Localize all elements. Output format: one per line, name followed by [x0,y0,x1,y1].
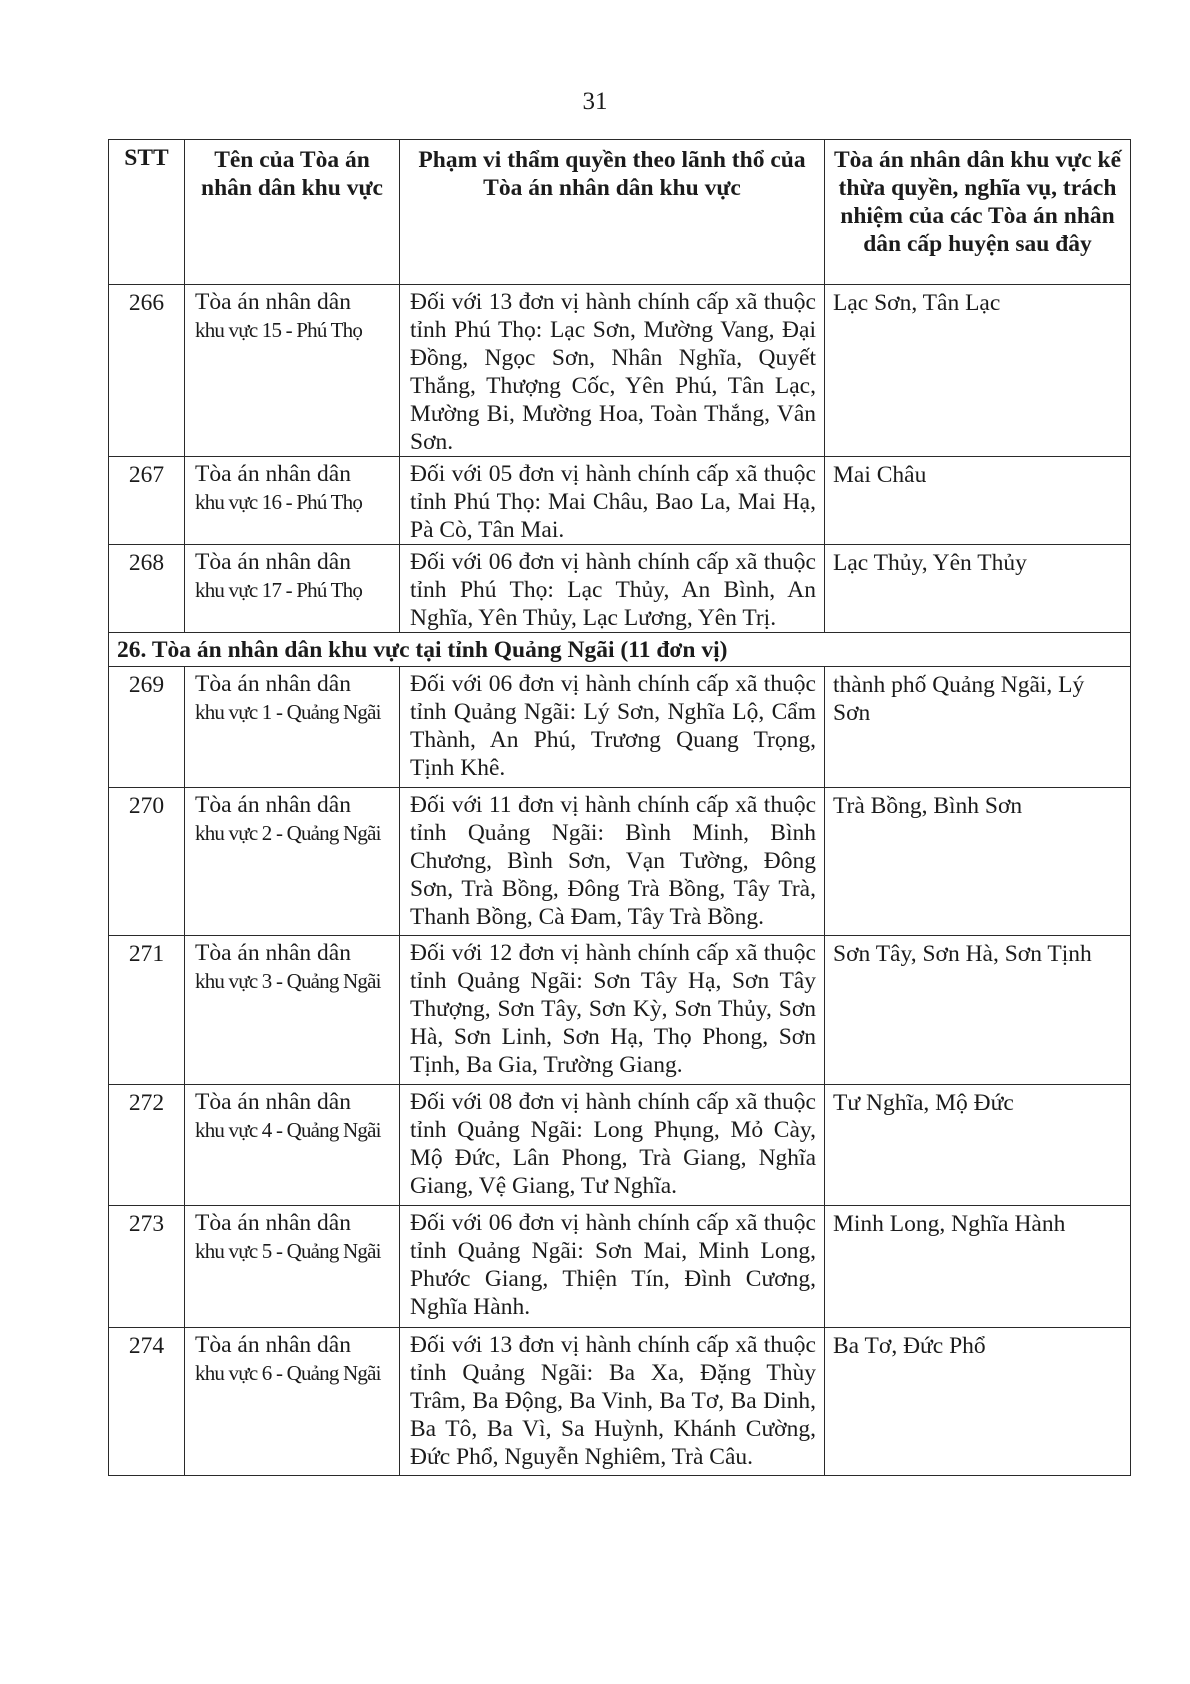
court-name-line2: khu vực 3 - Quảng Ngãi [195,969,381,993]
court-name-line2: khu vực 16 - Phú Thọ [195,490,363,514]
row-scope: Đối với 13 đơn vị hành chính cấp xã thuộc tỉnh Phú Thọ: Lạc Sơn, Mường Vang, Đại Đồng, Ngọc Sơn, Nhân Nghĩa, Quyết Thắng, Thượng Cốc, Yên Phú, Tân Lạc, Mường Bi, Mường Hoa, Toàn Thắng, Vân Sơn. [400,285,825,457]
table-row [109,1328,1131,1476]
court-jurisdiction-table [108,139,1131,1476]
table-row [109,936,1131,1085]
row-inherited: Lạc Thủy, Yên Thủy [825,545,1131,633]
row-stt: 269 [109,667,185,788]
row-scope: Đối với 05 đơn vị hành chính cấp xã thuộc tỉnh Phú Thọ: Mai Châu, Bao La, Mai Hạ, Pà Cò, Tân Mai. [400,457,825,545]
row-scope: Đối với 06 đơn vị hành chính cấp xã thuộc tỉnh Quảng Ngãi: Sơn Mai, Minh Long, Phước Giang, Thiện Tín, Đình Cương, Nghĩa Hành. [400,1206,825,1328]
row-stt: 272 [109,1085,185,1206]
court-name-line2: khu vực 6 - Quảng Ngãi [195,1361,381,1385]
header-court-name: Tên của Tòa án nhân dân khu vực [185,140,400,285]
court-name-line1: Tòa án nhân dân [195,792,351,818]
row-scope: Đối với 13 đơn vị hành chính cấp xã thuộc tỉnh Quảng Ngãi: Ba Xa, Đặng Thùy Trâm, Ba Động, Ba Vinh, Ba Tơ, Ba Dinh, Ba Tô, Ba Vì, Sa Huỳnh, Khánh Cường, Đức Phổ, Nguyễn Nghiêm, Trà Câu. [400,1328,825,1476]
row-court-name [185,667,400,788]
row-scope: Đối với 06 đơn vị hành chính cấp xã thuộc tỉnh Phú Thọ: Lạc Thủy, An Bình, An Nghĩa, Yên Thủy, Lạc Lương, Yên Trị. [400,545,825,633]
row-stt: 268 [109,545,185,633]
court-name-line2: khu vực 15 - Phú Thọ [195,318,363,342]
row-court-name [185,936,400,1085]
section-title: 26. Tòa án nhân dân khu vực tại tỉnh Quảng Ngãi (11 đơn vị) [109,633,1131,667]
row-scope: Đối với 11 đơn vị hành chính cấp xã thuộc tỉnh Quảng Ngãi: Bình Minh, Bình Chương, Bình Sơn, Vạn Tường, Đông Sơn, Trà Bồng, Đông Trà Bồng, Tây Trà, Thanh Bồng, Cà Đam, Tây Trà Bồng. [400,788,825,936]
row-stt: 270 [109,788,185,936]
row-inherited: Lạc Sơn, Tân Lạc [825,285,1131,457]
table-row [109,545,1131,633]
row-stt: 266 [109,285,185,457]
court-name-line1: Tòa án nhân dân [195,671,351,697]
row-stt: 267 [109,457,185,545]
table-row [109,457,1131,545]
court-name-line1: Tòa án nhân dân [195,549,351,575]
court-name-line2: khu vực 2 - Quảng Ngãi [195,821,381,845]
row-scope: Đối với 06 đơn vị hành chính cấp xã thuộc tỉnh Quảng Ngãi: Lý Sơn, Nghĩa Lộ, Cẩm Thành, An Phú, Trương Quang Trọng, Tịnh Khê. [400,667,825,788]
row-court-name [185,285,400,457]
table-row [109,1206,1131,1328]
header-stt: STT [109,140,185,285]
row-inherited: Minh Long, Nghĩa Hành [825,1206,1131,1328]
table-row [109,285,1131,457]
row-court-name [185,545,400,633]
row-inherited: Sơn Tây, Sơn Hà, Sơn Tịnh [825,936,1131,1085]
row-stt: 271 [109,936,185,1085]
row-inherited: Mai Châu [825,457,1131,545]
row-court-name [185,1085,400,1206]
row-inherited: Ba Tơ, Đức Phổ [825,1328,1131,1476]
court-name-line1: Tòa án nhân dân [195,1089,351,1115]
row-court-name [185,457,400,545]
row-inherited: thành phố Quảng Ngãi, Lý Sơn [825,667,1131,788]
row-scope: Đối với 12 đơn vị hành chính cấp xã thuộc tỉnh Quảng Ngãi: Sơn Tây Hạ, Sơn Tây Thượng, Sơn Tây, Sơn Kỳ, Sơn Thủy, Sơn Hà, Sơn Linh, Sơn Hạ, Thọ Phong, Sơn Tịnh, Ba Gia, Trường Giang. [400,936,825,1085]
court-name-line1: Tòa án nhân dân [195,289,351,315]
section-heading-row [109,633,1131,667]
header-territorial-scope: Phạm vi thẩm quyền theo lãnh thổ của Tòa án nhân dân khu vực [400,140,825,285]
row-scope: Đối với 08 đơn vị hành chính cấp xã thuộc tỉnh Quảng Ngãi: Long Phụng, Mỏ Cày, Mộ Đức, Lân Phong, Trà Giang, Nghĩa Giang, Vệ Giang, Tư Nghĩa. [400,1085,825,1206]
court-name-line1: Tòa án nhân dân [195,1332,351,1358]
row-stt: 274 [109,1328,185,1476]
row-inherited: Trà Bồng, Bình Sơn [825,788,1131,936]
court-name-line1: Tòa án nhân dân [195,940,351,966]
row-court-name [185,788,400,936]
table-row [109,1085,1131,1206]
page-number: 31 [582,88,608,115]
court-name-line1: Tòa án nhân dân [195,1210,351,1236]
court-name-line2: khu vực 1 - Quảng Ngãi [195,700,381,724]
court-name-line2: khu vực 17 - Phú Thọ [195,578,363,602]
table-header-row [109,140,1131,285]
court-name-line2: khu vực 4 - Quảng Ngãi [195,1118,381,1142]
row-inherited: Tư Nghĩa, Mộ Đức [825,1085,1131,1206]
row-court-name [185,1328,400,1476]
row-court-name [185,1206,400,1328]
court-name-line2: khu vực 5 - Quảng Ngãi [195,1239,381,1263]
table-row [109,788,1131,936]
table-row [109,667,1131,788]
row-stt: 273 [109,1206,185,1328]
header-inherited-courts: Tòa án nhân dân khu vực kế thừa quyền, nghĩa vụ, trách nhiệm của các Tòa án nhân dân cấp huyện sau đây [825,140,1131,285]
court-name-line1: Tòa án nhân dân [195,461,351,487]
